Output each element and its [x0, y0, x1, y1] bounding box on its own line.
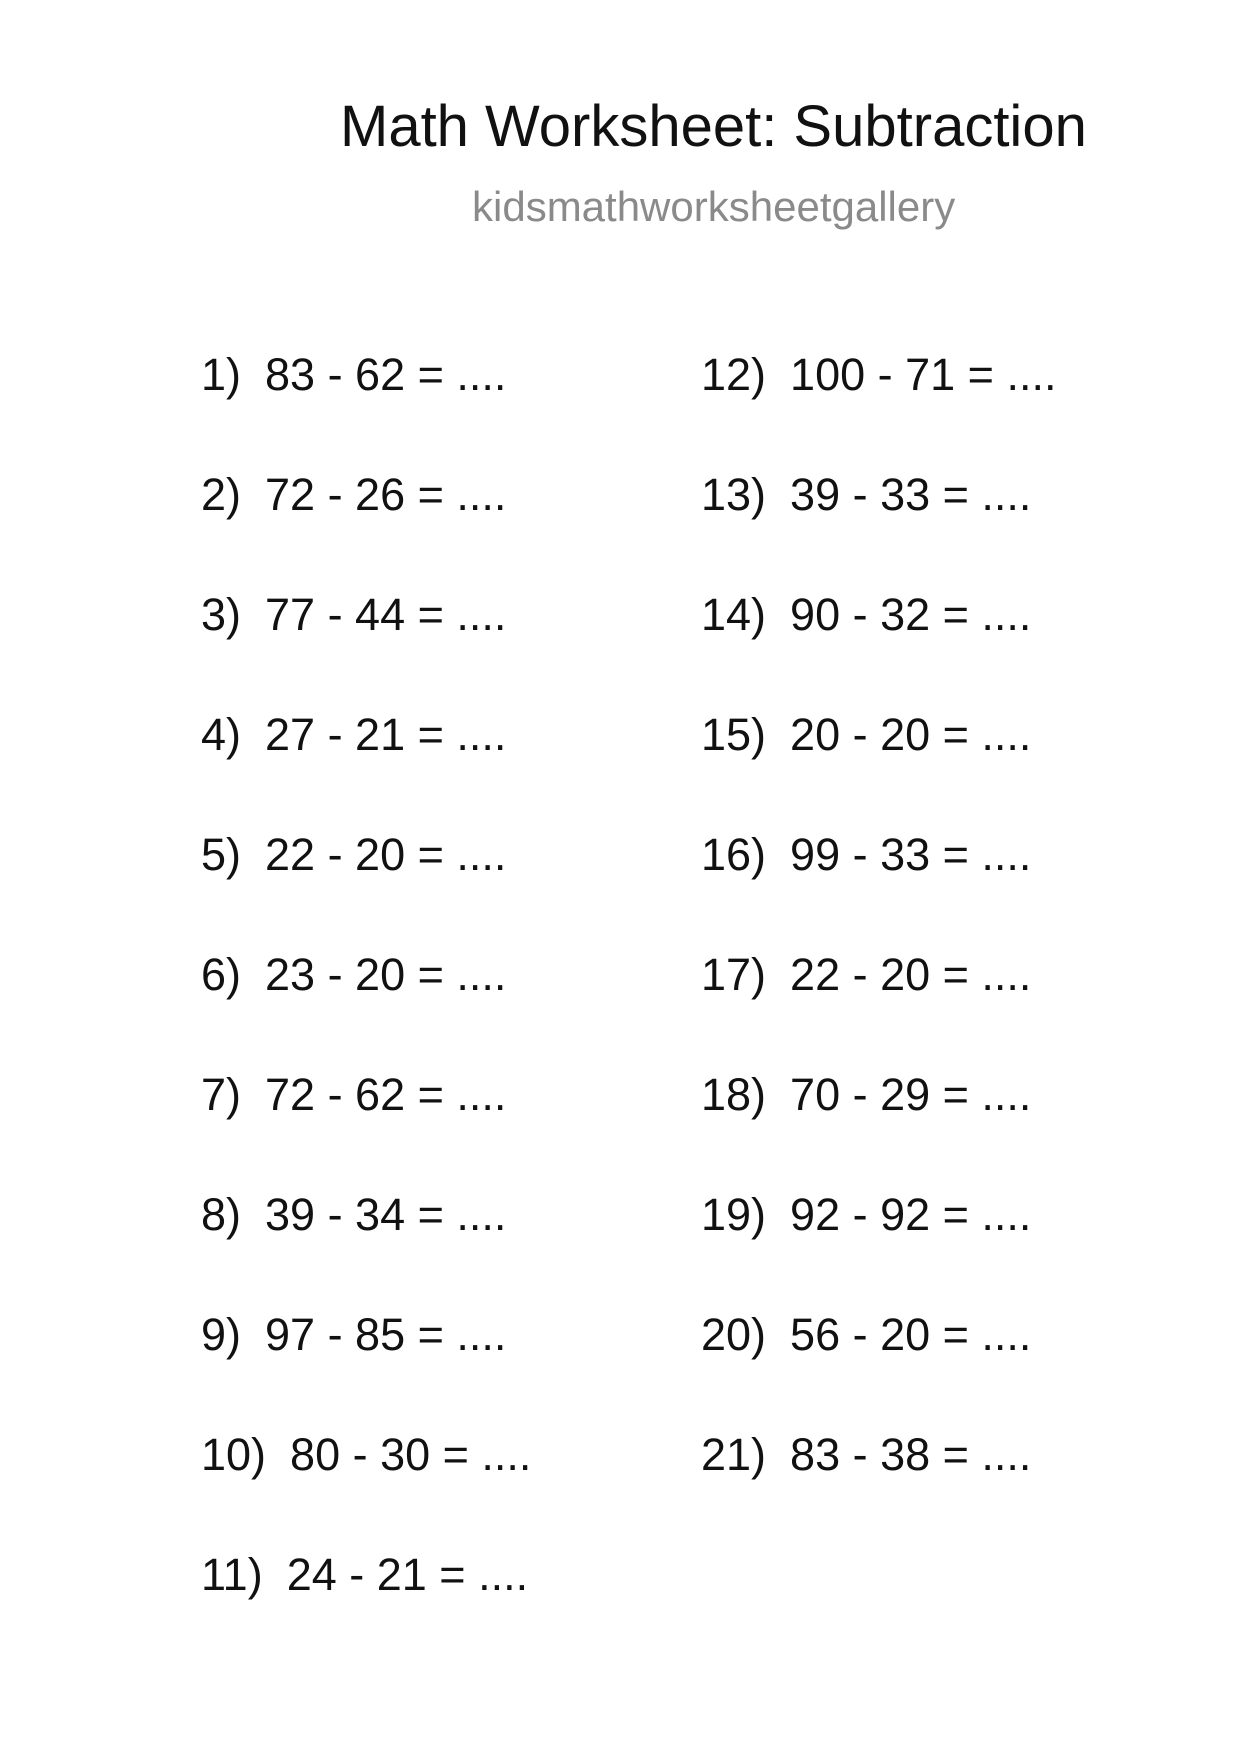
problem-number: 20)	[701, 1309, 767, 1360]
problem-21	[701, 1429, 1056, 1552]
problem-5	[201, 829, 531, 952]
problem-number: 7)	[201, 1069, 242, 1120]
problem-expression: 83 - 62 = ....	[265, 349, 507, 400]
problem-number: 5)	[201, 829, 242, 880]
problem-number: 4)	[201, 709, 242, 760]
problem-number: 16)	[701, 829, 767, 880]
problem-expression: 70 - 29 = ....	[790, 1069, 1032, 1120]
problem-number: 8)	[201, 1189, 242, 1240]
problem-expression: 72 - 62 = ....	[265, 1069, 507, 1120]
problem-expression: 39 - 33 = ....	[790, 469, 1032, 520]
problem-number: 6)	[201, 949, 242, 1000]
problem-2	[201, 469, 531, 592]
problem-19	[701, 1189, 1056, 1312]
problem-9	[201, 1309, 531, 1432]
problem-number: 14)	[701, 589, 767, 640]
problem-6	[201, 949, 531, 1072]
problem-expression: 20 - 20 = ....	[790, 709, 1032, 760]
problem-7	[201, 1069, 531, 1192]
page-title: Math Worksheet: Subtraction	[340, 94, 1087, 159]
problem-expression: 22 - 20 = ....	[790, 949, 1032, 1000]
problem-number: 1)	[201, 349, 242, 400]
problem-17	[701, 949, 1056, 1072]
problem-expression: 23 - 20 = ....	[265, 949, 507, 1000]
problem-expression: 77 - 44 = ....	[265, 589, 507, 640]
problem-expression: 92 - 92 = ....	[790, 1189, 1032, 1240]
problem-16	[701, 829, 1056, 952]
problem-number: 9)	[201, 1309, 242, 1360]
problem-number: 12)	[701, 349, 767, 400]
problem-number: 15)	[701, 709, 767, 760]
problem-20	[701, 1309, 1056, 1432]
problem-number: 3)	[201, 589, 242, 640]
problem-11	[201, 1549, 531, 1672]
problem-number: 21)	[701, 1429, 767, 1480]
problem-expression: 100 - 71 = ....	[790, 349, 1057, 400]
problem-expression: 27 - 21 = ....	[265, 709, 507, 760]
problem-expression: 80 - 30 = ....	[290, 1429, 532, 1480]
problem-15	[701, 709, 1056, 832]
problem-13	[701, 469, 1056, 592]
problem-expression: 24 - 21 = ....	[286, 1549, 529, 1600]
problem-expression: 39 - 34 = ....	[265, 1189, 507, 1240]
problem-expression: 72 - 26 = ....	[265, 469, 507, 520]
problem-number: 19)	[701, 1189, 767, 1240]
problem-8	[201, 1189, 531, 1312]
problem-number: 17)	[701, 949, 767, 1000]
problem-14	[701, 589, 1056, 712]
problem-expression: 22 - 20 = ....	[265, 829, 507, 880]
site-name: kidsmathworksheetgallery	[472, 183, 956, 230]
problem-number: 18)	[701, 1069, 767, 1120]
problem-expression: 56 - 20 = ....	[790, 1309, 1032, 1360]
problem-expression: 90 - 32 = ....	[790, 589, 1032, 640]
problem-expression: 83 - 38 = ....	[790, 1429, 1032, 1480]
problem-number: 2)	[201, 469, 242, 520]
problem-number: 13)	[701, 469, 767, 520]
problem-1	[201, 349, 531, 472]
problem-3	[201, 589, 531, 712]
problem-expression: 99 - 33 = ....	[790, 829, 1032, 880]
problem-expression: 97 - 85 = ....	[265, 1309, 507, 1360]
problem-12	[701, 349, 1057, 472]
problem-number: 10)	[201, 1429, 267, 1480]
problem-column-right	[701, 349, 1057, 1552]
problem-10	[201, 1429, 532, 1552]
problem-4	[201, 709, 531, 832]
problem-column-left	[201, 349, 532, 1672]
problem-number: 11)	[201, 1549, 263, 1600]
problem-18	[701, 1069, 1056, 1192]
